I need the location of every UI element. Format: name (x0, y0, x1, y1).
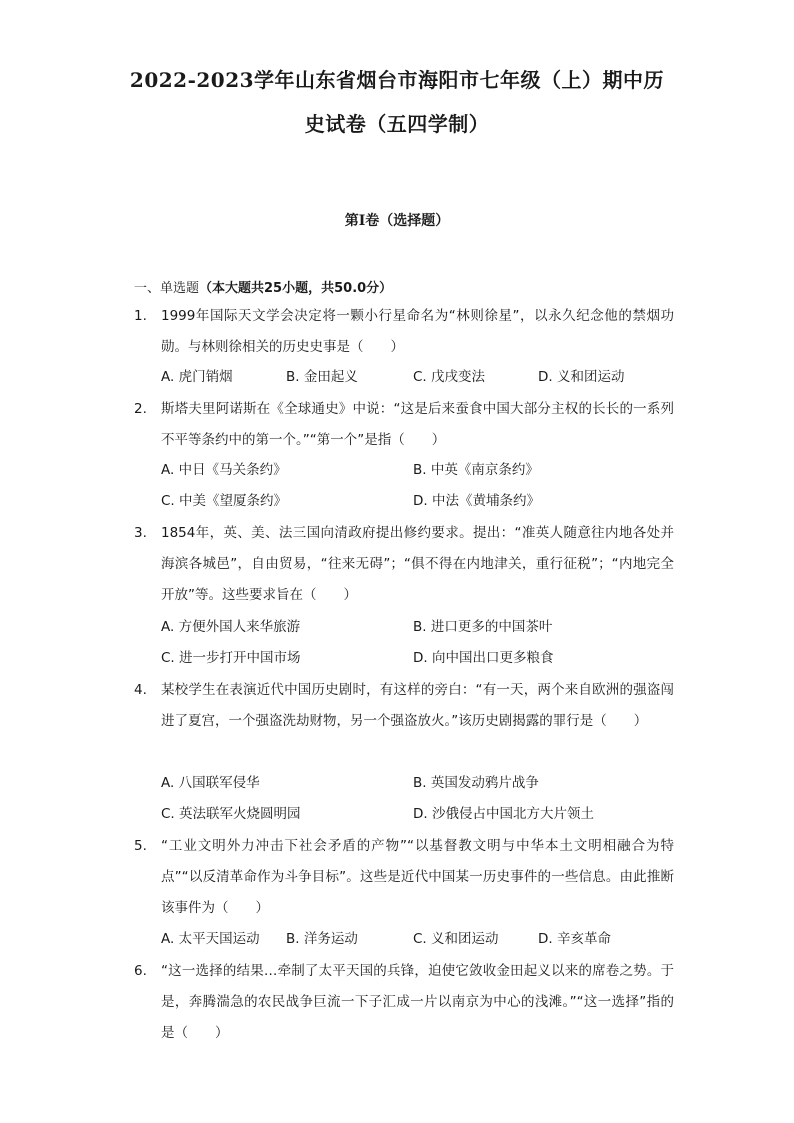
question-number: 2. (134, 401, 147, 417)
question-number: 6. (134, 963, 147, 979)
option-c[interactable]: C. 英法联军火烧圆明园 (161, 806, 301, 822)
question-number: 5. (134, 838, 147, 854)
option-d[interactable]: D. 向中国出口更多粮食 (413, 650, 554, 666)
question-4 (134, 675, 674, 737)
option-d[interactable]: D. 辛亥革命 (538, 931, 611, 947)
question-stem: 1854年，英、美、法三国向清政府提出修约要求。提出：“准英人随意往内地各处并海滨各城邑”，自由贸易，“往来无碍”；“俱不得在内地津关，重行征税”；“内地完全开放”等。这些要求旨在（ ） (161, 525, 674, 603)
question-1-options (161, 362, 681, 393)
volume-heading: 第I卷（选择题） (344, 213, 450, 229)
option-c[interactable]: C. 中美《望厦条约》 (161, 493, 288, 509)
question-4-options (161, 768, 681, 830)
option-b[interactable]: B. 英国发动鸦片战争 (413, 775, 539, 791)
option-b[interactable]: B. 金田起义 (286, 369, 358, 385)
option-a[interactable]: A. 方便外国人来华旅游 (161, 619, 301, 635)
option-c[interactable]: C. 进一步打开中国市场 (161, 650, 301, 666)
option-c[interactable]: C. 义和团运动 (413, 931, 499, 947)
question-stem: “工业文明外力冲击下社会矛盾的产物”“以基督教文明与中华本土文明相融合为特点”“以反清革命作为斗争目标”。这些是近代中国某一历史事件的一些信息。由此推断该事件为（ ） (161, 838, 674, 916)
question-3 (134, 518, 674, 611)
option-d[interactable]: D. 义和团运动 (538, 369, 625, 385)
page-title: 2022-2023学年山东省烟台市海阳市七年级（上）期中历史试卷（五四学制） (129, 68, 665, 136)
question-5 (134, 831, 674, 924)
question-6 (134, 956, 674, 1049)
option-a[interactable]: A. 中日《马关条约》 (161, 462, 287, 478)
option-b[interactable]: B. 洋务运动 (286, 931, 358, 947)
section-heading (134, 277, 392, 296)
option-a[interactable]: A. 太平天国运动 (161, 931, 260, 947)
option-c[interactable]: C. 戊戌变法 (413, 369, 486, 385)
section-note: （本大题共25小题，共50.0分） (199, 281, 393, 296)
question-stem: 1999年国际天文学会决定将一颗小行星命名为“林则徐星”，以永久纪念他的禁烟功勋。与林则徐相关的历史史事是（ ） (161, 308, 674, 355)
question-3-options (161, 612, 681, 674)
option-b[interactable]: B. 中英《南京条约》 (413, 462, 539, 478)
question-2-options (161, 455, 681, 517)
question-number: 4. (134, 682, 147, 698)
option-d[interactable]: D. 中法《黄埔条约》 (413, 493, 540, 509)
question-1 (134, 301, 674, 363)
section-label: 一、单选题 (134, 281, 200, 296)
question-stem: “这一选择的结果…牵制了太平天国的兵锋，迫使它敛收金田起义以来的席卷之势。于是，奔腾湍急的农民战争巨流一下子汇成一片以南京为中心的浅滩。”“这一选择”指的是（ ） (161, 963, 674, 1041)
question-stem: 某校学生在表演近代中国历史剧时，有这样的旁白：“有一天，两个来自欧洲的强盗闯进了夏宫，一个强盗洗劫财物，另一个强盗放火。”该历史剧揭露的罪行是（ ） (161, 682, 674, 729)
option-b[interactable]: B. 进口更多的中国茶叶 (413, 619, 553, 635)
option-a[interactable]: A. 虎门销烟 (161, 369, 233, 385)
option-a[interactable]: A. 八国联军侵华 (161, 775, 260, 791)
question-number: 3. (134, 525, 147, 541)
question-number: 1. (134, 308, 147, 324)
option-d[interactable]: D. 沙俄侵占中国北方大片领土 (413, 806, 594, 822)
question-2 (134, 394, 674, 456)
question-5-options (161, 924, 681, 955)
question-stem: 斯塔夫里阿诺斯在《全球通史》中说：“这是后来蚕食中国大部分主权的长长的一系列不平等条约中的第一个。”“第一个”是指（ ） (161, 401, 674, 448)
